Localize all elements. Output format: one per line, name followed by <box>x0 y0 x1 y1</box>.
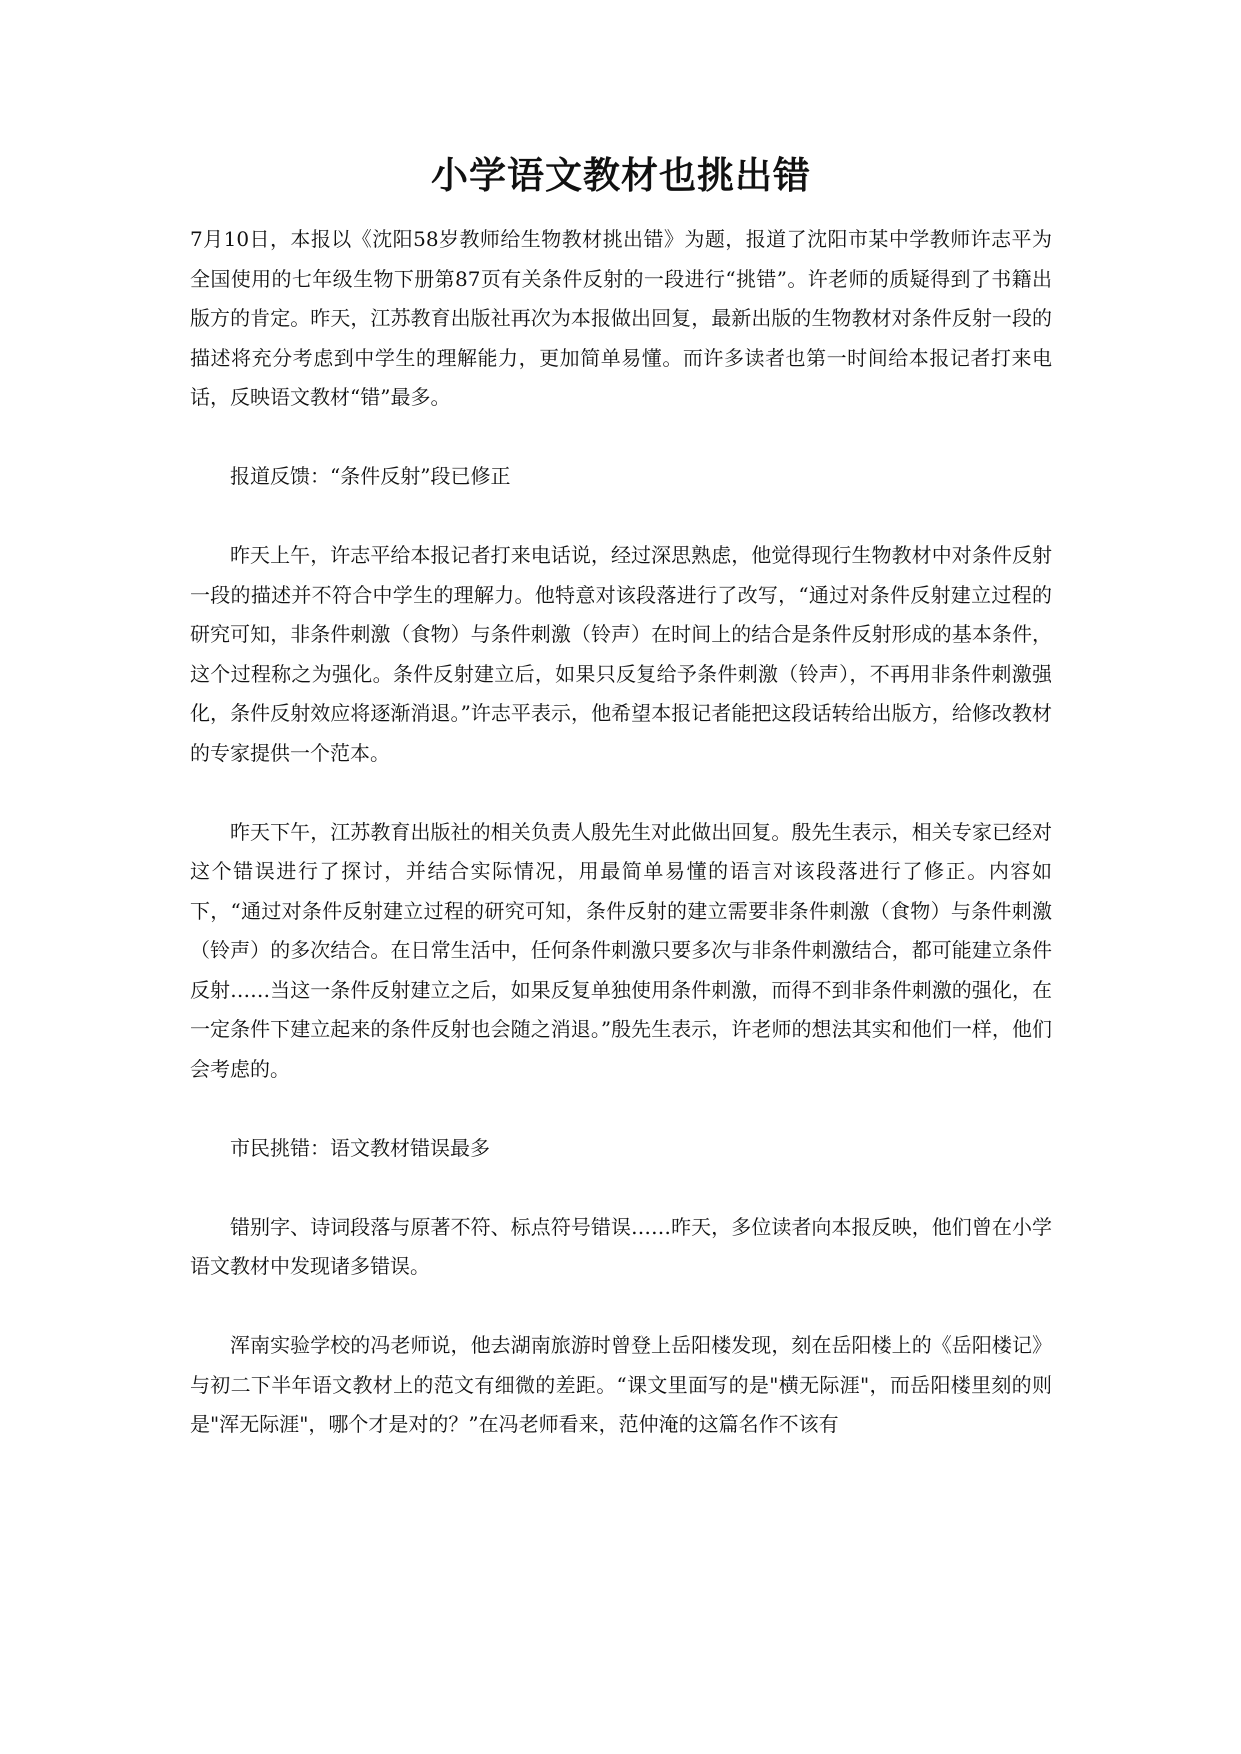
paragraph-xu-rewrite: 昨天上午，许志平给本报记者打来电话说，经过深思熟虑，他觉得现行生物教材中对条件反射一段的描述并不符合中学生的理解力。他特意对该段落进行了改写，“通过对条件反射建立过程的研究可知，非条件刺激（食物）与条件刺激（铃声）在时间上的结合是条件反射形成的基本条件，这个过程称之为强化。条件反射建立后，如果只反复给予条件刺激（铃声），不再用非条件刺激强化，条件反射效应将逐渐消退。”许志平表示，他希望本报记者能把这段话转给出版方，给修改教材的专家提供一个范本。 <box>190 543 1052 765</box>
paragraph-intro: 7月10日，本报以《沈阳58岁教师给生物教材挑出错》为题，报道了沈阳市某中学教师许志平为全国使用的七年级生物下册第87页有关条件反射的一段进行“挑错”。许老师的质疑得到了书籍出版方的肯定。昨天，江苏教育出版社再次为本报做出回复，最新出版的生物教材对条件反射一段的描述将充分考虑到中学生的理解能力，更加简单易懂。而许多读者也第一时间给本报记者打来电话，反映语文教材“错”最多。 <box>190 227 1052 409</box>
paragraph-spacer <box>190 497 1052 537</box>
paragraph-spacer <box>190 1168 1052 1208</box>
paragraph-reader-reports: 错别字、诗词段落与原著不符、标点符号错误……昨天，多位读者向本报反映，他们曾在小学语文教材中发现诸多错误。 <box>190 1214 1052 1278</box>
paragraph-spacer <box>190 1089 1052 1129</box>
section-heading-feedback: 报道反馈：“条件反射”段已修正 <box>230 464 511 488</box>
paragraph-spacer <box>190 773 1052 813</box>
paragraph-spacer <box>190 418 1052 458</box>
paragraph-publisher-reply: 昨天下午，江苏教育出版社的相关负责人殷先生对此做出回复。殷先生表示，相关专家已经对这个错误进行了探讨，并结合实际情况，用最简单易懂的语言对该段落进行了修正。内容如下，“通过对条件反射建立过程的研究可知，条件反射的建立需要非条件刺激（食物）与条件刺激（铃声）的多次结合。在日常生活中，任何条件刺激只要多次与非条件刺激结合，都可能建立条件反射……当这一条件反射建立之后，如果反复单独使用条件刺激，而得不到非条件刺激的强化，在一定条件下建立起来的条件反射也会随之消退。”殷先生表示，许老师的想法其实和他们一样，他们会考虑的。 <box>190 819 1052 1081</box>
paragraph-spacer <box>190 1287 1052 1327</box>
document-title: 小学语文教材也挑出错 <box>431 153 811 197</box>
section-heading-citizens: 市民挑错：语文教材错误最多 <box>230 1135 490 1160</box>
document-page <box>190 150 1052 1445</box>
paragraph-yueyang-tower: 浑南实验学校的冯老师说，他去湖南旅游时曾登上岳阳楼发现，刻在岳阳楼上的《岳阳楼记》与初二下半年语文教材上的范文有细微的差距。“课文里面写的是"横无际涯"，而岳阳楼里刻的则是"浑无际涯"，哪个才是对的？”在冯老师看来，范仲淹的这篇名作不该有 <box>190 1333 1052 1436</box>
